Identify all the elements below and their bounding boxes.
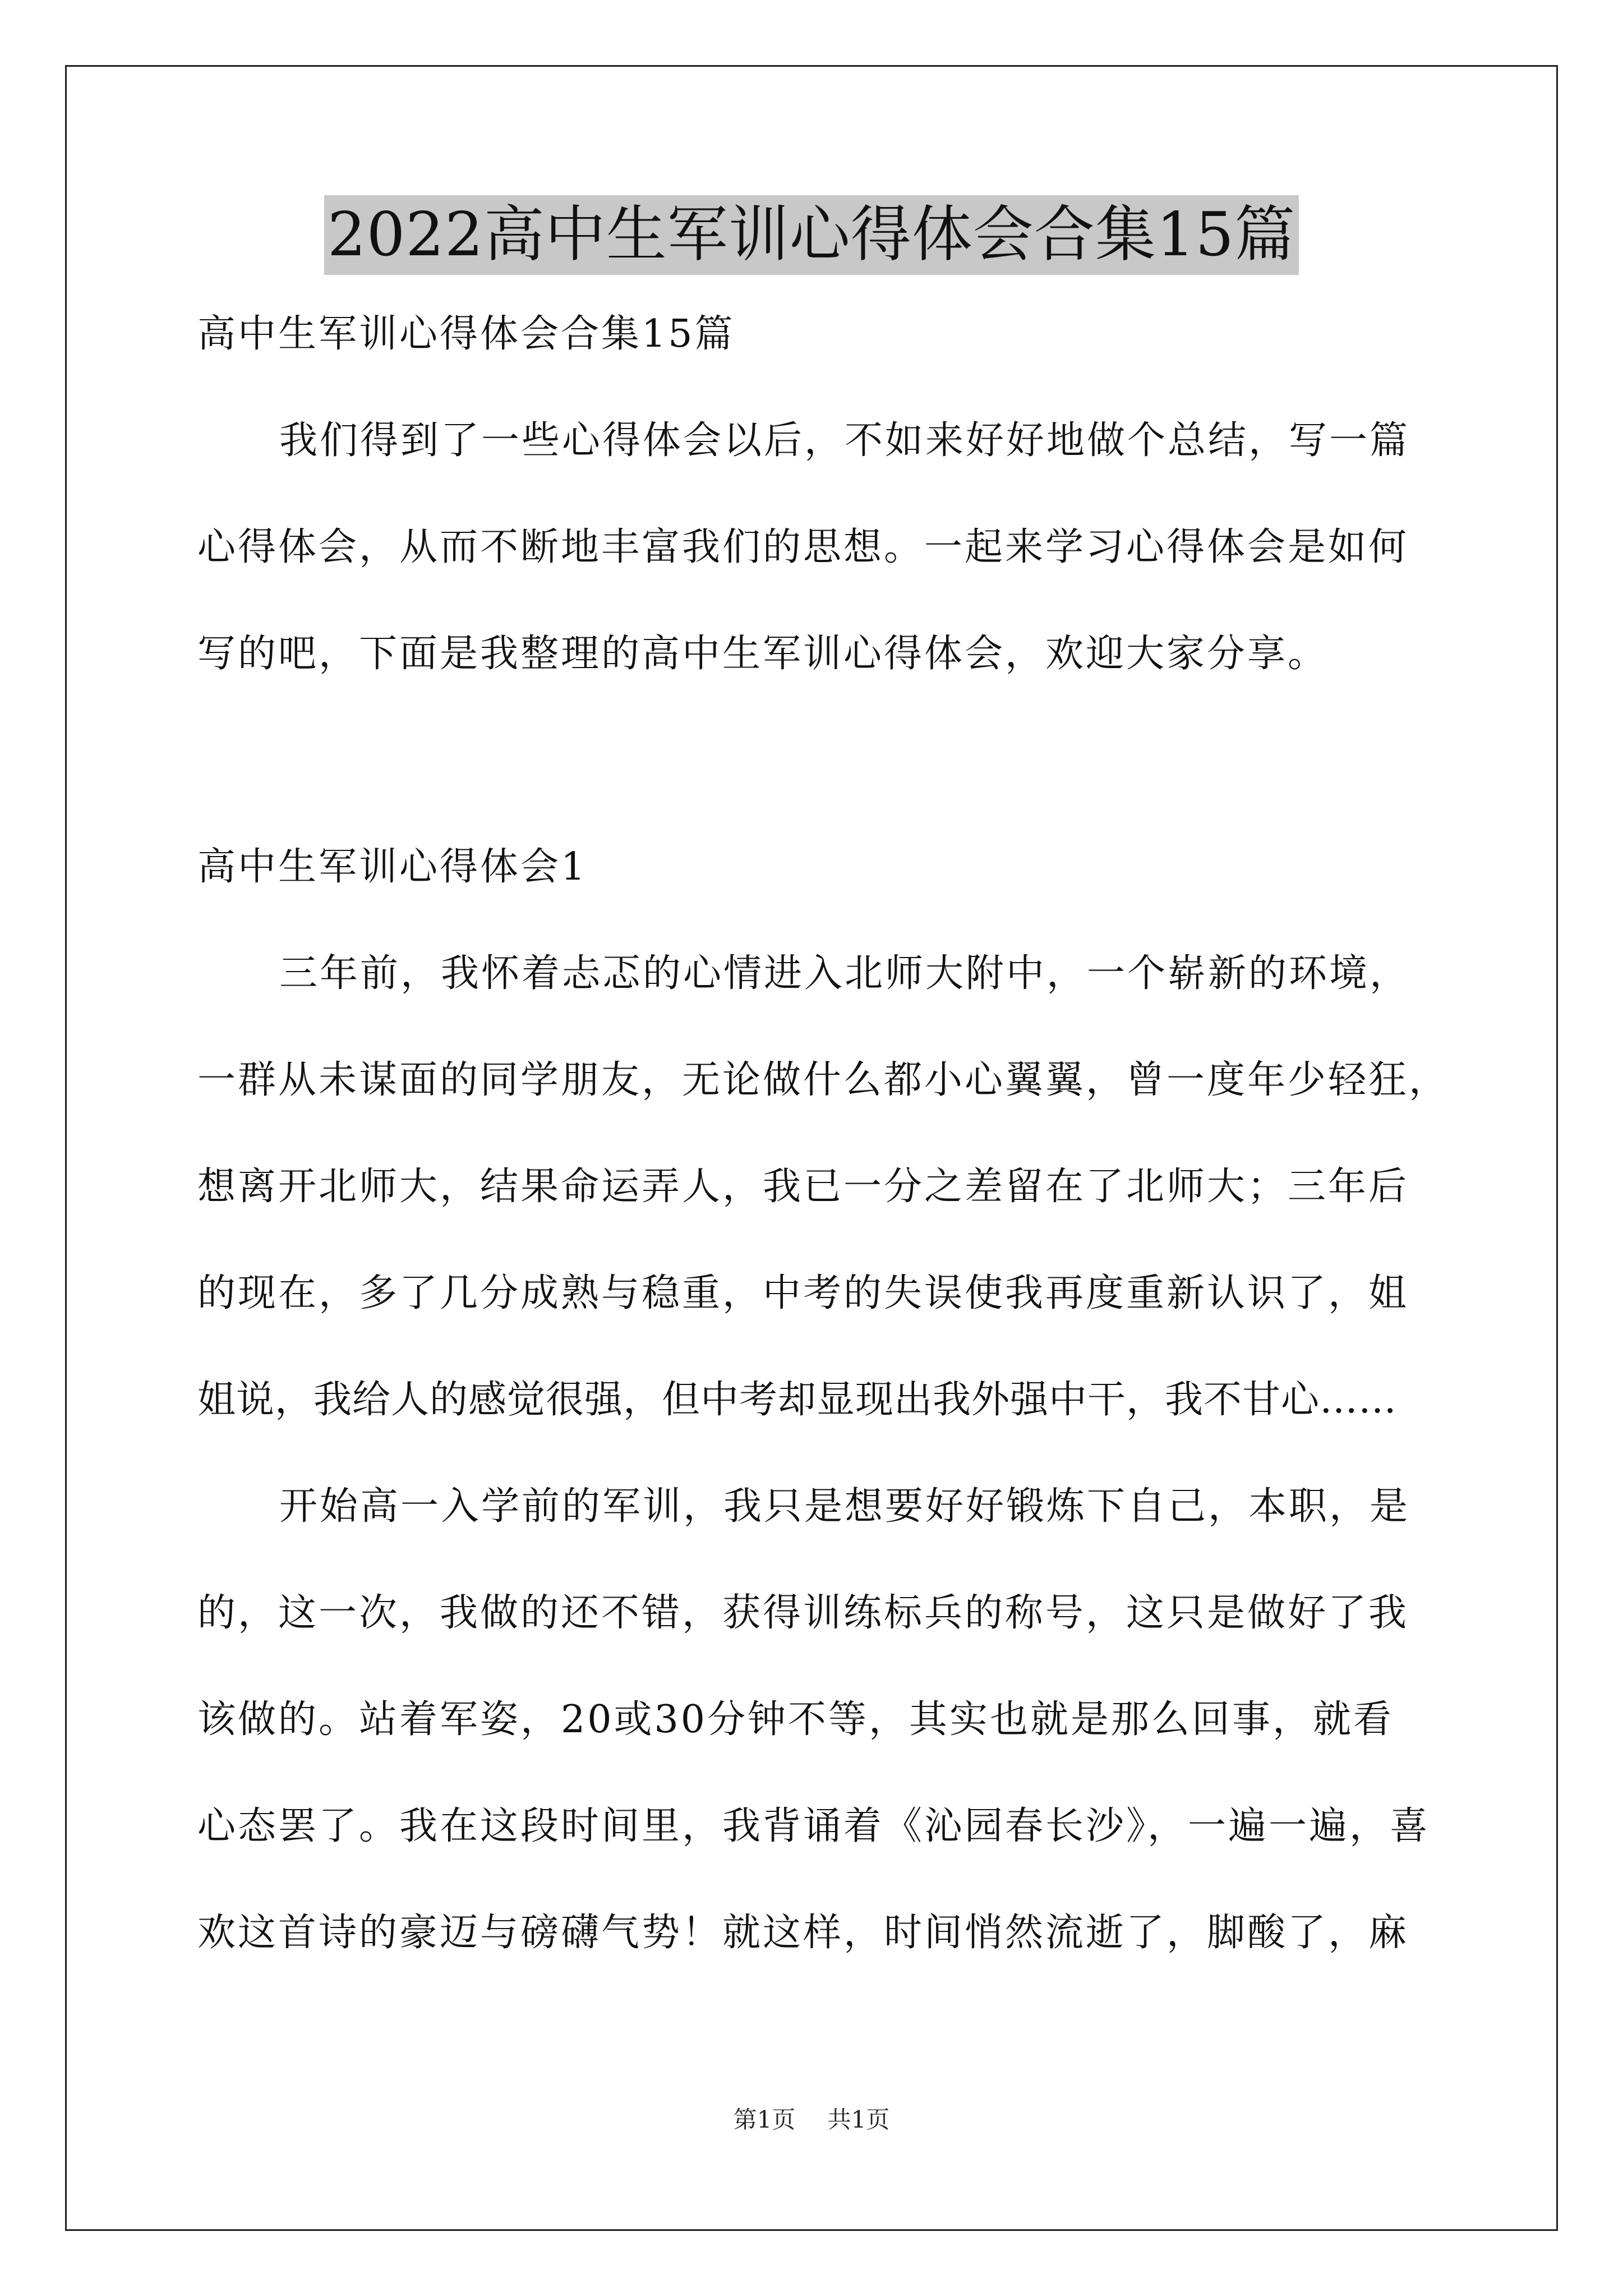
title-container [0,195,1623,275]
intro-line-3: 写的吧，下面是我整理的高中生军训心得体会，欢迎大家分享。 [197,632,1329,676]
page-number: 第1页 [733,2106,796,2133]
para2-line-3: 该做的。站着军姿，20或30分钟不等，其实也就是那么回事，就看 [197,1697,1394,1742]
document-subtitle: 高中生军训心得体会合集15篇 [197,312,735,356]
para2-line-1: 开始高一入学前的军训，我只是想要好好锻炼下自己，本职，是 [279,1484,1410,1529]
section-heading: 高中生军训心得体会1 [197,845,588,889]
intro-line-2: 心得体会，从而不断地丰富我们的思想。一起来学习心得体会是如何 [197,525,1409,569]
para2-line-4: 心态罢了。我在这段时间里，我背诵着《沁园春长沙》，一遍一遍，喜 [197,1804,1431,1848]
intro-line-1: 我们得到了一些心得体会以后，不如来好好地做个总结，写一篇 [279,418,1410,463]
para1-line-4: 的现在，多了几分成熟与稳重，中考的失误使我再度重新认识了，姐 [197,1271,1409,1315]
para1-line-5: 姐说，我给人的感觉很强，但中考却显现出我外强中干，我不甘心…… [197,1378,1398,1422]
para1-line-3: 想离开北师大，结果命运弄人，我已一分之差留在了北师大；三年后 [197,1165,1409,1209]
para2-line-5: 欢这首诗的豪迈与磅礴气势！就这样，时间悄然流逝了，脚酸了，麻 [197,1911,1409,1955]
page-total: 共1页 [827,2106,890,2133]
para1-line-2: 一群从未谋面的同学朋友，无论做什么都小心翼翼，曾一度年少轻狂， [197,1058,1450,1102]
page-footer [0,2101,1623,2135]
para2-line-2: 的，这一次，我做的还不错，获得训练标兵的称号，这只是做好了我 [197,1591,1409,1635]
para1-line-1: 三年前，我怀着忐忑的心情进入北师大附中，一个崭新的环境， [279,951,1410,996]
document-title: 2022高中生军训心得体会合集15篇 [324,195,1299,275]
document-body [197,307,1450,2013]
